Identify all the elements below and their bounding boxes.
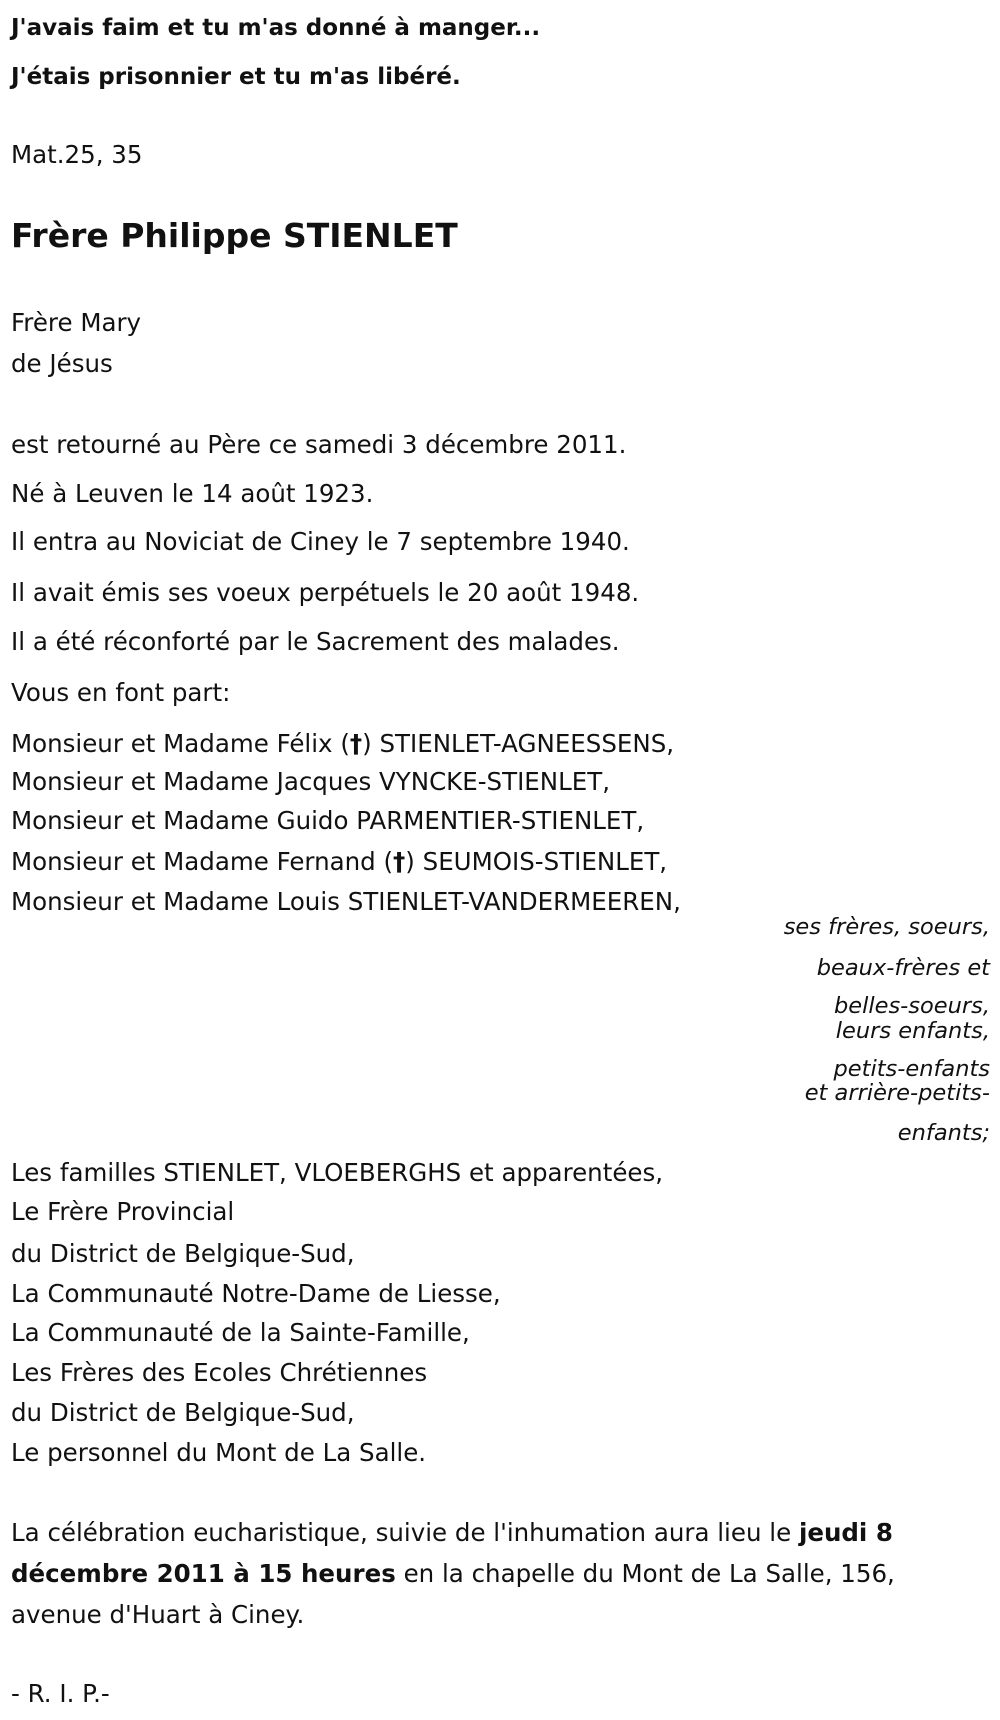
page-title: Frère Philippe STIENLET bbox=[11, 216, 458, 255]
family-member: Monsieur et Madame Guido PARMENTIER-STIENLET, bbox=[11, 806, 645, 835]
other-line: Les familles STIENLET, VLOEBERGHS et apparentées, bbox=[11, 1158, 664, 1187]
fact-line: Il avait émis ses voeux perpétuels le 20 août 1948. bbox=[11, 578, 640, 607]
relation-line: belles-soeurs, bbox=[833, 993, 990, 1019]
quote-reference: Mat.25, 35 bbox=[11, 140, 143, 169]
relation-line: leurs enfants, bbox=[835, 1018, 990, 1044]
ceremony-line-1: La célébration eucharistique, suivie de l'inhumation aura lieu le jeudi 8 bbox=[11, 1518, 893, 1547]
relation-line: petits-enfants bbox=[833, 1056, 990, 1082]
relation-line: enfants; bbox=[897, 1120, 990, 1146]
cross-icon: † bbox=[349, 729, 363, 758]
quote-line-2: J'étais prisonnier et tu m'as libéré. bbox=[11, 64, 461, 90]
other-line: du District de Belgique-Sud, bbox=[11, 1398, 355, 1427]
religious-name-line-2: de Jésus bbox=[11, 349, 113, 378]
fact-line: Vous en font part: bbox=[11, 678, 231, 707]
closing-rip: - R. I. P.- bbox=[11, 1679, 110, 1708]
fact-line: Il entra au Noviciat de Ciney le 7 septembre 1940. bbox=[11, 527, 630, 556]
relation-line: ses frères, soeurs, bbox=[783, 914, 990, 940]
ceremony-line-2: décembre 2011 à 15 heures en la chapelle du Mont de La Salle, 156, bbox=[11, 1559, 895, 1588]
other-line: La Communauté Notre-Dame de Liesse, bbox=[11, 1279, 501, 1308]
relation-line: et arrière-petits- bbox=[804, 1080, 990, 1106]
religious-name-line-1: Frère Mary bbox=[11, 308, 142, 337]
fact-line: Il a été réconforté par le Sacrement des malades. bbox=[11, 627, 620, 656]
family-member: Monsieur et Madame Louis STIENLET-VANDERMEEREN, bbox=[11, 887, 681, 916]
other-line: Les Frères des Ecoles Chrétiennes bbox=[11, 1358, 428, 1387]
cross-icon: † bbox=[393, 847, 406, 876]
fact-line: Né à Leuven le 14 août 1923. bbox=[11, 479, 374, 508]
family-member: Monsieur et Madame Fernand (†) SEUMOIS-STIENLET, bbox=[11, 847, 668, 876]
quote-line-1: J'avais faim et tu m'as donné à manger... bbox=[11, 15, 541, 41]
other-line: Le Frère Provincial bbox=[11, 1197, 235, 1226]
family-member: Monsieur et Madame Jacques VYNCKE-STIENLET, bbox=[11, 767, 610, 796]
ceremony-line-3: avenue d'Huart à Ciney. bbox=[11, 1600, 305, 1629]
family-member: Monsieur et Madame Félix (†) STIENLET-AGNEESSENS, bbox=[11, 729, 675, 758]
relation-line: beaux-frères et bbox=[816, 955, 990, 981]
fact-line: est retourné au Père ce samedi 3 décembre 2011. bbox=[11, 430, 627, 459]
other-line: Le personnel du Mont de La Salle. bbox=[11, 1438, 427, 1467]
other-line: La Communauté de la Sainte-Famille, bbox=[11, 1318, 470, 1347]
other-line: du District de Belgique-Sud, bbox=[11, 1239, 355, 1268]
